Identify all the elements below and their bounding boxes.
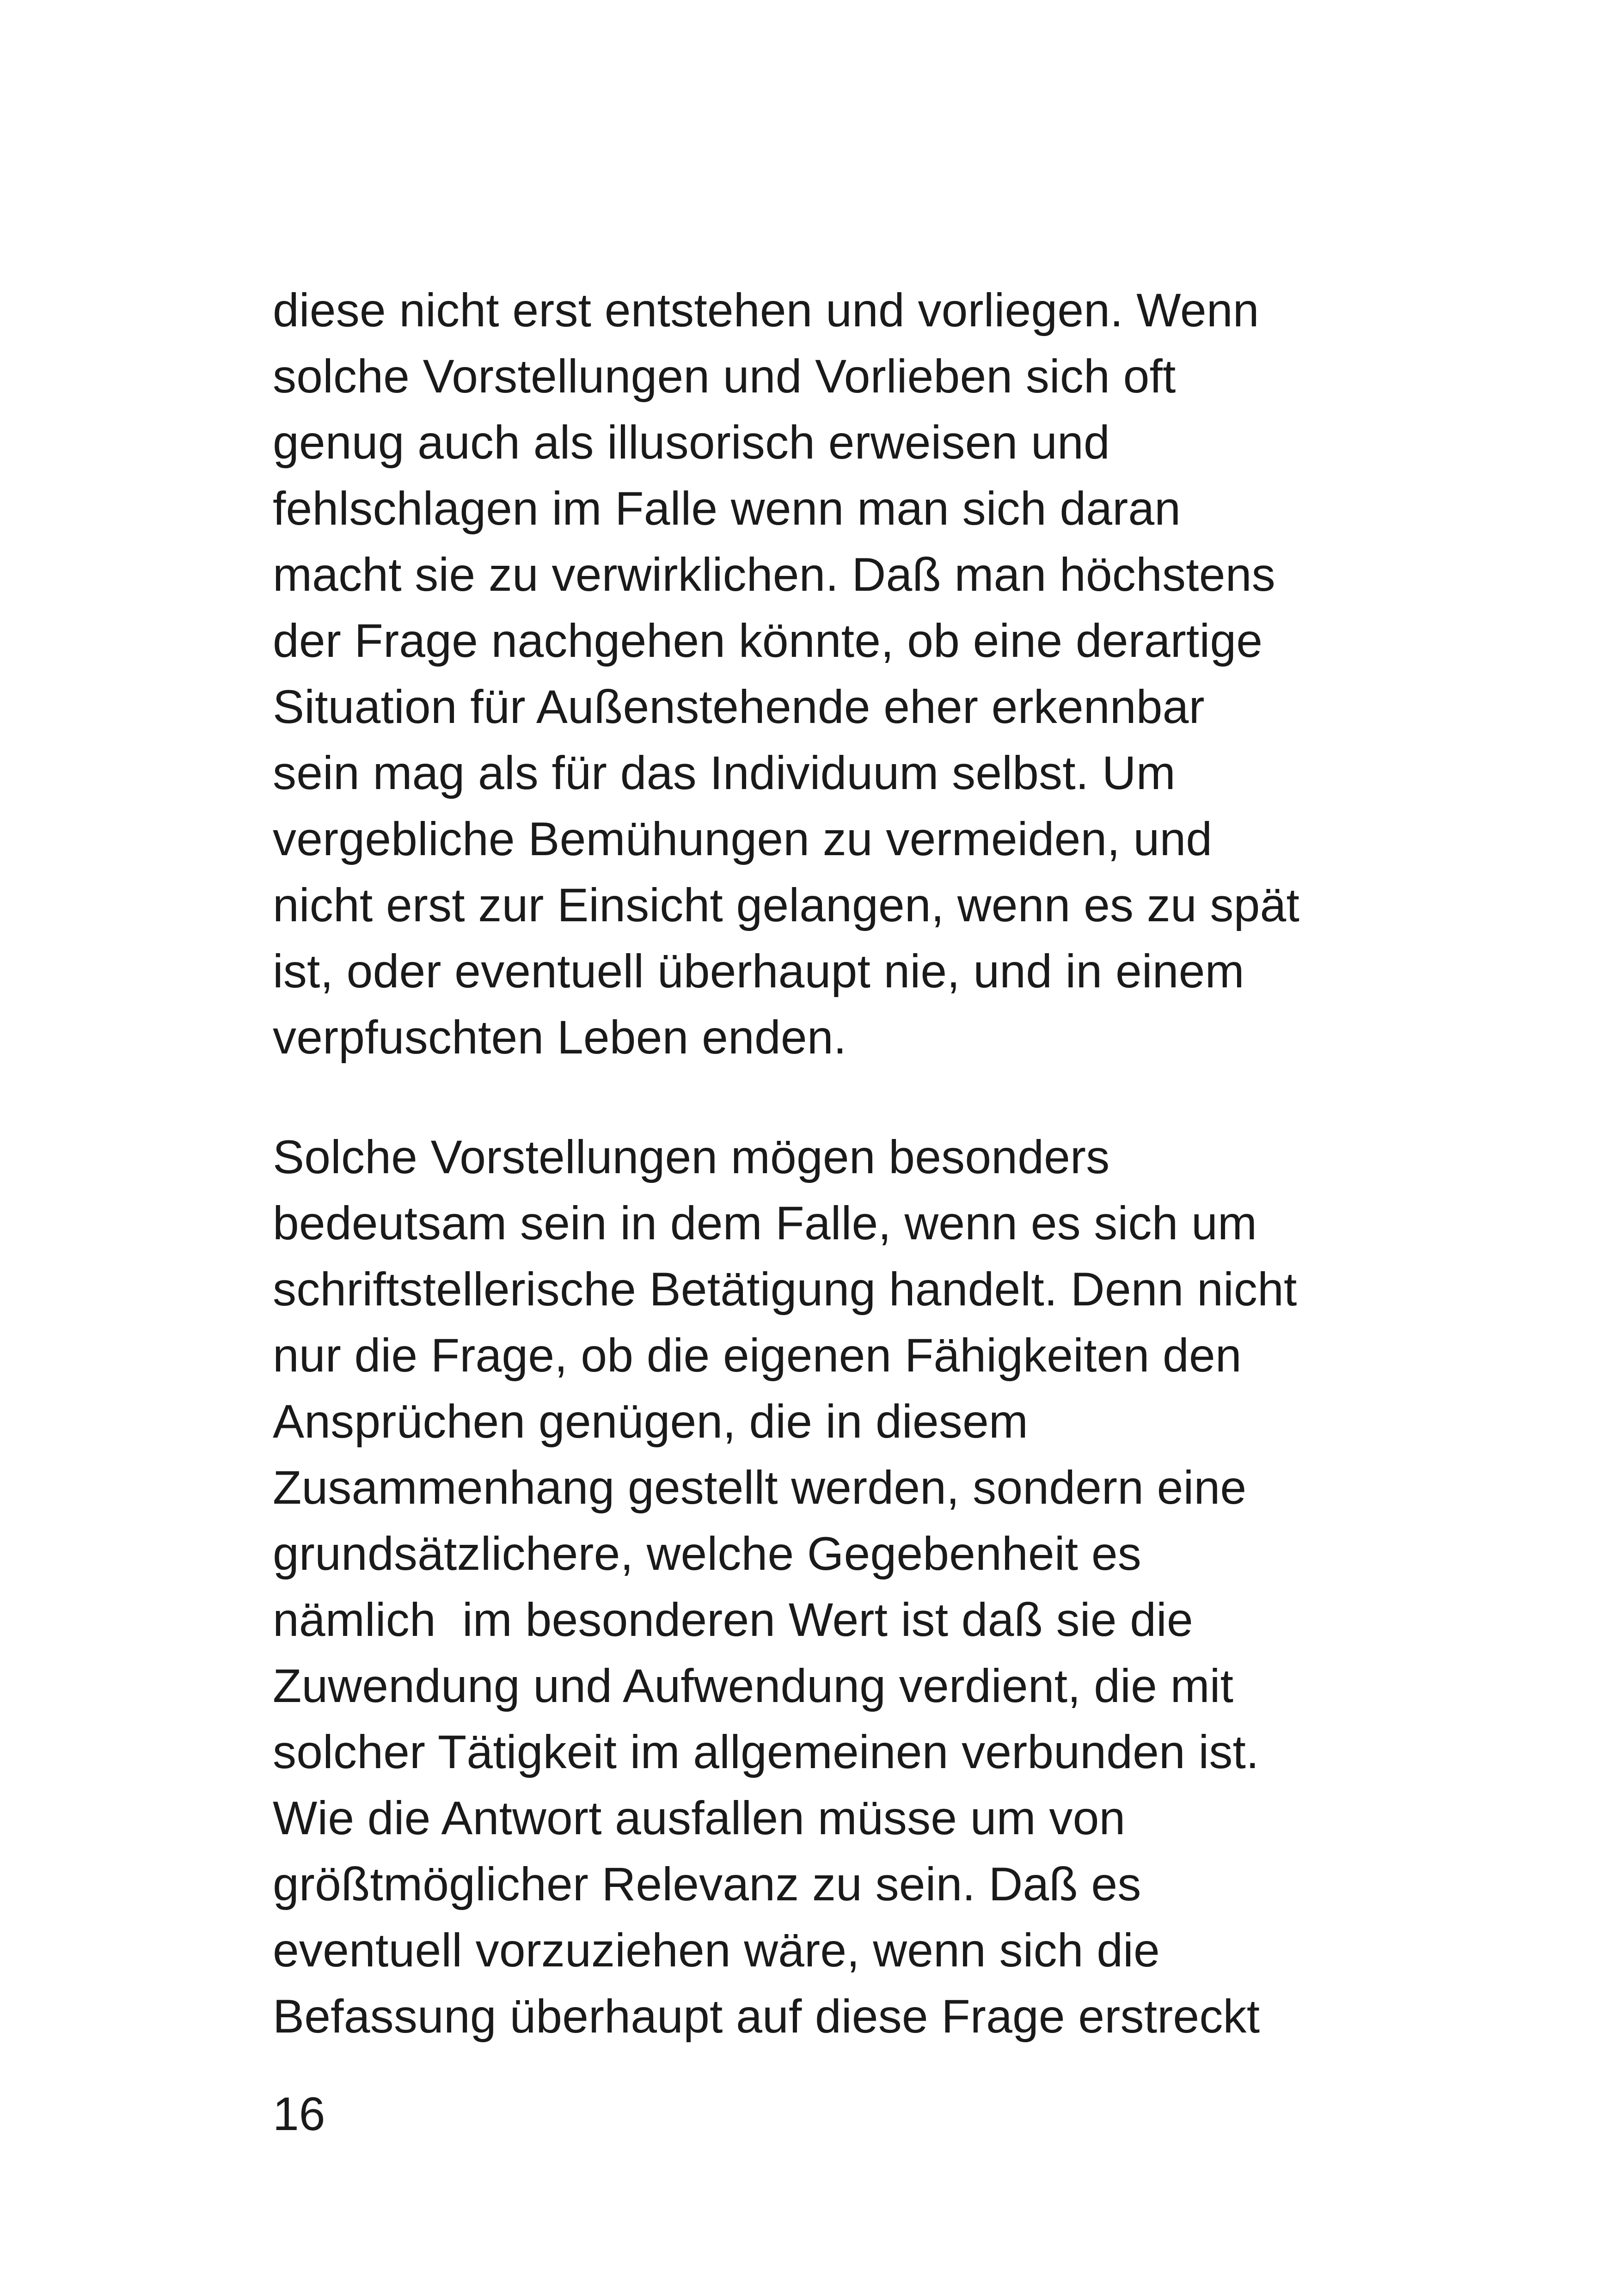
page-number: 16 (273, 2088, 325, 2140)
text-line: macht sie zu verwirklichen. Daß man höchstens (273, 548, 1275, 601)
text-line: Zuwendung und Aufwendung verdient, die mit (273, 1659, 1234, 1712)
text-line: sein mag als für das Individuum selbst. Um (273, 747, 1176, 799)
text-line: nur die Frage, ob die eigenen Fähigkeiten den (273, 1329, 1242, 1382)
text-line: bedeutsam sein in dem Falle, wenn es sich um (273, 1197, 1257, 1249)
text-line: größtmöglicher Relevanz zu sein. Daß es (273, 1858, 1141, 1910)
text-line: solcher Tätigkeit im allgemeinen verbunden ist. (273, 1726, 1259, 1778)
text-line: grundsätzlichere, welche Gegebenheit es (273, 1527, 1141, 1580)
paragraph-2 (273, 1124, 1405, 2050)
text-line: solche Vorstellungen und Vorlieben sich oft (273, 350, 1176, 403)
text-line: schriftstellerische Betätigung handelt. Denn nicht (273, 1263, 1297, 1316)
text-line: der Frage nachgehen könnte, ob eine derartige (273, 614, 1263, 667)
text-line: verpfuschten Leben enden. (273, 1011, 847, 1064)
text-line: vergebliche Bemühungen zu vermeiden, und (273, 813, 1213, 865)
text-line: nicht erst zur Einsicht gelangen, wenn es zu spät (273, 879, 1300, 931)
text-line: Solche Vorstellungen mögen besonders (273, 1131, 1110, 1183)
paragraph-1 (273, 277, 1405, 1071)
text-line: eventuell vorzuziehen wäre, wenn sich die (273, 1924, 1160, 1977)
text-line: Situation für Außenstehende eher erkennbar (273, 680, 1205, 733)
text-line: fehlschlagen im Falle wenn man sich daran (273, 482, 1181, 535)
text-line: Ansprüchen genügen, die in diesem (273, 1395, 1029, 1448)
text-line: ist, oder eventuell überhaupt nie, und in einem (273, 945, 1244, 998)
text-line: Zusammenhang gestellt werden, sondern eine (273, 1461, 1247, 1514)
text-line: Wie die Antwort ausfallen müsse um von (273, 1792, 1126, 1844)
text-line: genug auch als illusorisch erweisen und (273, 416, 1110, 469)
text-line: nämlich im besonderen Wert ist daß sie die (273, 1593, 1193, 1646)
text-line: Befassung überhaupt auf diese Frage erstreckt (273, 1990, 1260, 2043)
text-line: diese nicht erst entstehen und vorliegen. Wenn (273, 284, 1259, 337)
